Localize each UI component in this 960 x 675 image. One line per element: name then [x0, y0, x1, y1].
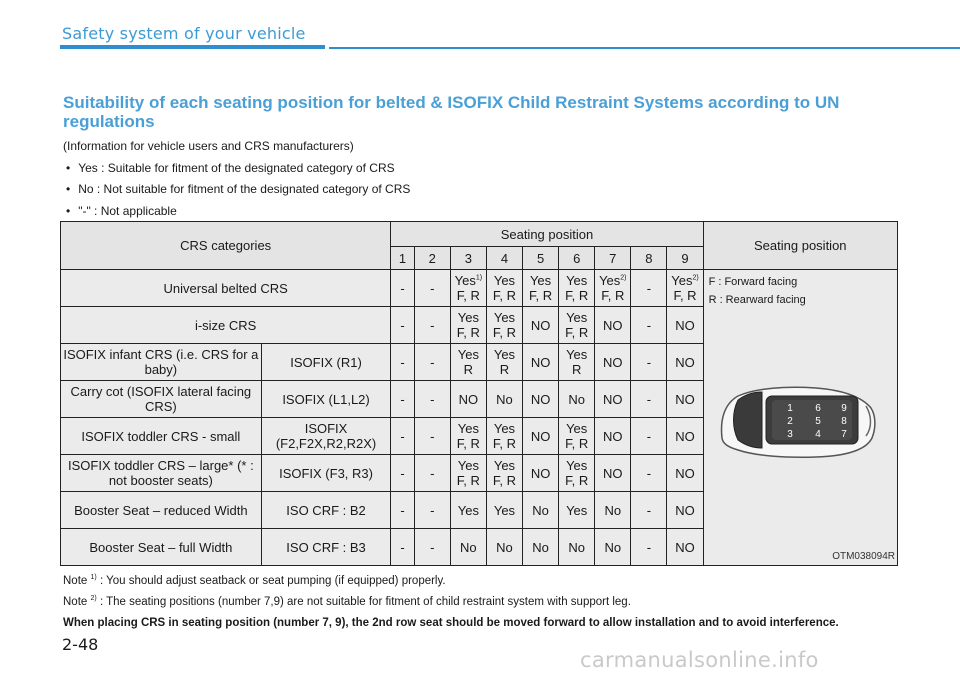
suitability-cell: NO — [595, 381, 631, 418]
crs-category: Booster Seat – full Width — [61, 529, 262, 566]
suitability-cell: - — [631, 307, 667, 344]
suitability-cell: No — [595, 529, 631, 566]
suitability-cell: - — [414, 455, 450, 492]
crs-size-class: ISOFIX (L1,L2) — [261, 381, 391, 418]
crs-suitability-table — [60, 221, 898, 566]
position-header: 6 — [559, 247, 595, 270]
position-header: 9 — [667, 247, 703, 270]
position-header: 7 — [595, 247, 631, 270]
page-number: 2-48 — [62, 635, 99, 654]
suitability-cell: No — [559, 381, 595, 418]
suitability-cell: NO — [595, 418, 631, 455]
car-seat-label: 1 — [786, 403, 793, 414]
header-seating-position: Seating position — [391, 222, 703, 247]
suitability-cell: NO — [523, 418, 559, 455]
suitability-cell: - — [391, 529, 414, 566]
car-seating-diagram — [716, 380, 878, 460]
suitability-cell: - — [391, 270, 414, 307]
car-seat-label: 4 — [814, 429, 821, 440]
suitability-cell: NO — [667, 307, 703, 344]
header-bar-thin — [329, 47, 960, 49]
info-text: (Information for vehicle users and CRS manufacturers) — [63, 139, 354, 153]
suitability-cell: No — [450, 529, 486, 566]
position-header: 5 — [523, 247, 559, 270]
crs-category: ISOFIX toddler CRS – large* (* : not booster seats) — [61, 455, 262, 492]
position-header: 8 — [631, 247, 667, 270]
legend: F : Forward facing R : Rearward facing — [708, 276, 806, 306]
car-seat-label: 6 — [814, 403, 821, 414]
suitability-cell: Yes F, R — [486, 270, 522, 307]
suitability-cell: NO — [667, 455, 703, 492]
crs-size-class: ISO CRF : B3 — [261, 529, 391, 566]
suitability-cell: - — [414, 344, 450, 381]
suitability-cell: - — [391, 344, 414, 381]
suitability-cell: Yes F, R — [486, 307, 522, 344]
suitability-cell: - — [391, 455, 414, 492]
suitability-cell: - — [391, 307, 414, 344]
suitability-cell: Yes — [559, 492, 595, 529]
suitability-cell: NO — [667, 529, 703, 566]
suitability-cell: No — [486, 381, 522, 418]
car-seat-label: 9 — [840, 403, 847, 414]
suitability-cell: NO — [523, 455, 559, 492]
suitability-cell: NO — [450, 381, 486, 418]
car-seat-label: 2 — [786, 416, 793, 427]
suitability-cell: - — [631, 270, 667, 307]
suitability-cell: - — [414, 529, 450, 566]
crs-size-class: ISO CRF : B2 — [261, 492, 391, 529]
suitability-cell: - — [391, 381, 414, 418]
bullet-yes: • Yes : Suitable for fitment of the designated category of CRS — [66, 161, 395, 175]
position-header: 2 — [414, 247, 450, 270]
crs-category: Carry cot (ISOFIX lateral facing CRS) — [61, 381, 262, 418]
suitability-cell: No — [595, 492, 631, 529]
suitability-cell: Yes F, R — [559, 418, 595, 455]
suitability-cell: - — [414, 492, 450, 529]
page-title: Suitability of each seating position for belted & ISOFIX Child Restraint Systems according to UN regulations — [63, 93, 840, 131]
suitability-cell: Yes$^{2)}$ F, R — [595, 270, 631, 307]
suitability-cell: Yes F, R — [450, 307, 486, 344]
suitability-cell: - — [631, 381, 667, 418]
suitability-cell: NO — [667, 492, 703, 529]
suitability-cell: No — [523, 492, 559, 529]
suitability-cell: - — [414, 418, 450, 455]
suitability-cell: - — [391, 492, 414, 529]
suitability-cell: Yes — [486, 492, 522, 529]
bullet-na: • "-" : Not applicable — [66, 204, 177, 218]
suitability-cell: Yes — [450, 492, 486, 529]
suitability-cell: Yes F, R — [450, 418, 486, 455]
suitability-cell: Yes F, R — [559, 307, 595, 344]
note-2: Note $^{2)}$ : The seating positions (number 7,9) are not suitable for fitment of child restraint system with support leg. — [63, 595, 631, 608]
suitability-cell: Yes F, R — [559, 455, 595, 492]
suitability-cell: Yes F, R — [486, 455, 522, 492]
suitability-cell: - — [631, 344, 667, 381]
suitability-cell: NO — [595, 344, 631, 381]
suitability-cell: - — [414, 270, 450, 307]
suitability-cell: NO — [595, 455, 631, 492]
section-title: Safety system of your vehicle — [62, 24, 306, 43]
suitability-cell: - — [631, 529, 667, 566]
crs-category: ISOFIX toddler CRS - small — [61, 418, 262, 455]
suitability-cell: Yes F, R — [523, 270, 559, 307]
position-header: 1 — [391, 247, 414, 270]
suitability-cell: NO — [523, 307, 559, 344]
suitability-cell: No — [523, 529, 559, 566]
car-seat-label: 5 — [814, 416, 821, 427]
car-seat-label: 3 — [786, 429, 793, 440]
crs-category: Booster Seat – reduced Width — [61, 492, 262, 529]
crs-size-class: ISOFIX (R1) — [261, 344, 391, 381]
figure-code: OTM038094R — [832, 551, 895, 562]
suitability-cell: Yes R — [559, 344, 595, 381]
suitability-cell: Yes F, R — [450, 455, 486, 492]
suitability-cell: - — [414, 381, 450, 418]
suitability-cell: - — [414, 307, 450, 344]
suitability-cell: NO — [595, 307, 631, 344]
crs-size-class: ISOFIX (F3, R3) — [261, 455, 391, 492]
header-legend: Seating position — [703, 222, 897, 270]
suitability-cell: - — [631, 418, 667, 455]
car-seat-label: 7 — [840, 429, 847, 440]
suitability-cell: No — [559, 529, 595, 566]
suitability-cell: Yes F, R — [486, 418, 522, 455]
table-row — [61, 270, 898, 307]
watermark: carmanualsonline.info — [580, 648, 819, 672]
suitability-cell: NO — [523, 381, 559, 418]
header-bar-thick — [60, 45, 325, 49]
legend-figure-cell — [703, 270, 897, 566]
suitability-cell: Yes F, R — [559, 270, 595, 307]
suitability-cell: Yes R — [486, 344, 522, 381]
suitability-cell: Yes$^{1)}$ F, R — [450, 270, 486, 307]
warning-text: When placing CRS in seating position (number 7, 9), the 2nd row seat should be moved forward to allow installation and to avoid interference. — [63, 617, 839, 629]
suitability-cell: - — [631, 455, 667, 492]
suitability-cell: Yes R — [450, 344, 486, 381]
bullet-no: • No : Not suitable for fitment of the designated category of CRS — [66, 182, 410, 196]
position-header: 4 — [486, 247, 522, 270]
car-seat-label: 8 — [840, 416, 847, 427]
header-crs-categories: CRS categories — [61, 222, 391, 270]
suitability-cell: No — [486, 529, 522, 566]
suitability-cell: - — [391, 418, 414, 455]
suitability-cell: NO — [667, 381, 703, 418]
suitability-cell: NO — [667, 418, 703, 455]
crs-category: Universal belted CRS — [61, 270, 391, 307]
crs-size-class: ISOFIX (F2,F2X,R2,R2X) — [261, 418, 391, 455]
suitability-cell: NO — [667, 344, 703, 381]
suitability-cell: - — [631, 492, 667, 529]
note-1: Note $^{1)}$ : You should adjust seatback or seat pumping (if equipped) properly. — [63, 574, 446, 587]
suitability-cell: Yes$^{2)}$ F, R — [667, 270, 703, 307]
crs-category: i-size CRS — [61, 307, 391, 344]
crs-category: ISOFIX infant CRS (i.e. CRS for a baby) — [61, 344, 262, 381]
suitability-cell: NO — [523, 344, 559, 381]
position-header: 3 — [450, 247, 486, 270]
